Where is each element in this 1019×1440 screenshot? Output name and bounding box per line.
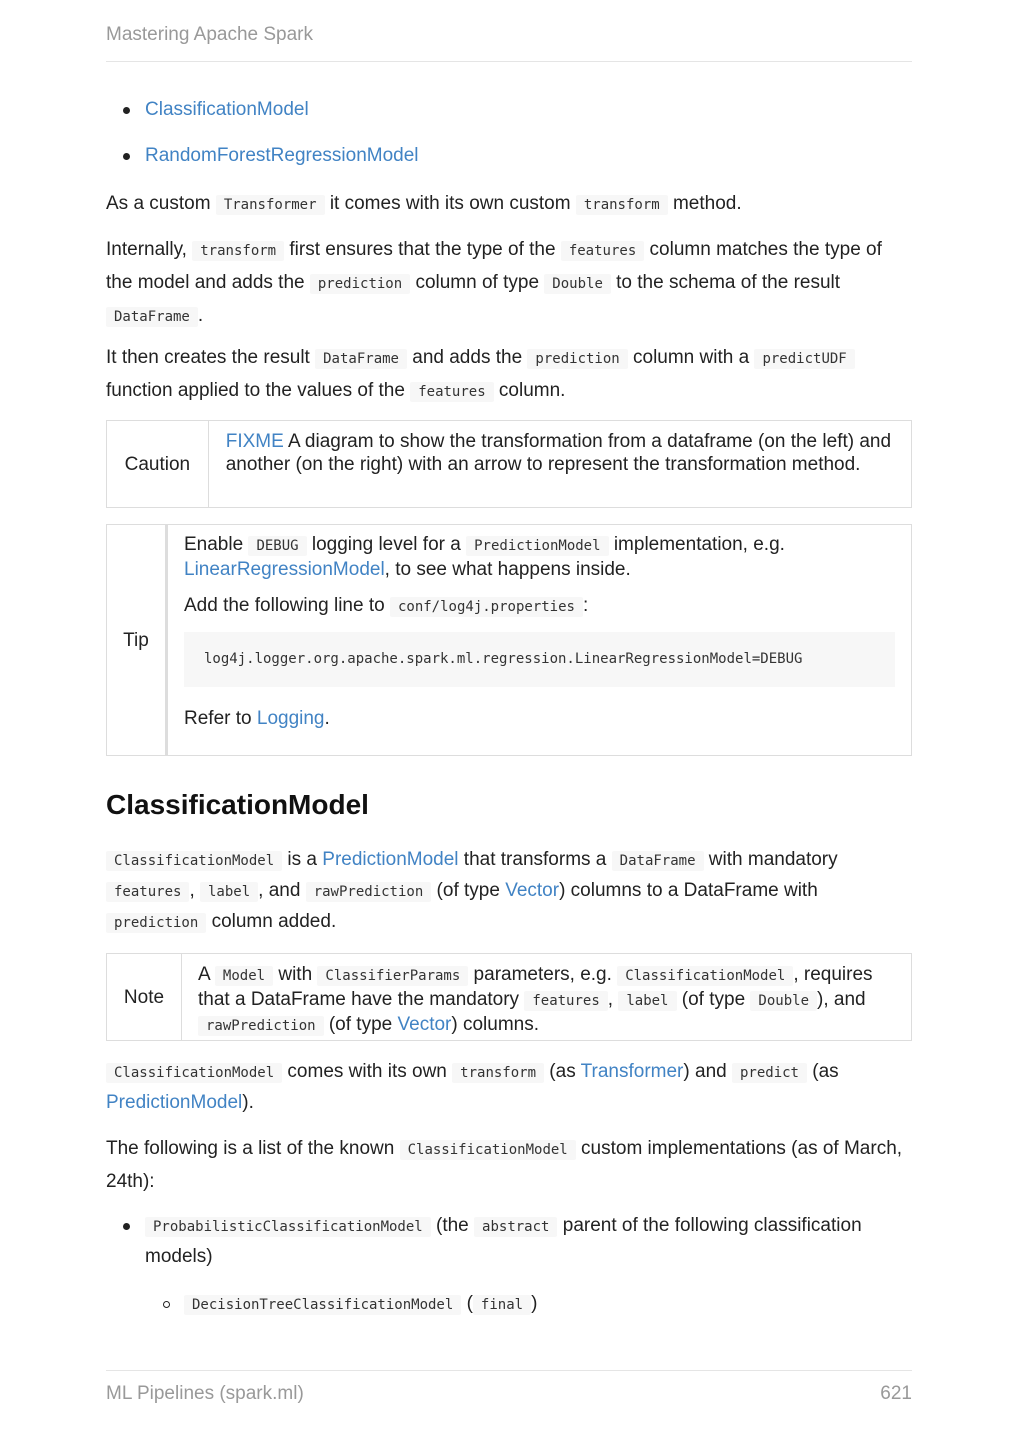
implementations-list [106, 1211, 912, 1272]
list-item [106, 95, 912, 125]
caution-body: FIXME A diagram to show the transformation from a dataframe (on the left) and another (on the right) with an arrow to represent the transformation method. [225, 431, 892, 475]
paragraph-internally: Internally, transform first ensures that the type of the features column matches the type of the model and adds the prediction column of type Double to the schema of the result DataFrame . [106, 239, 882, 326]
book-title: Mastering Apache Spark [106, 24, 314, 45]
tip-line-refer: Refer to Logging. [184, 708, 330, 729]
random-forest-regression-model-link[interactable]: RandomForestRegressionModel [145, 145, 419, 166]
vector-link[interactable]: Vector [505, 880, 560, 901]
note-label: Note [107, 954, 182, 1040]
sub-implementations-list [106, 1289, 912, 1320]
list-item [106, 141, 912, 171]
linear-regression-model-link[interactable]: LinearRegressionModel [184, 559, 385, 580]
caution-box [106, 420, 912, 508]
list-item: ProbabilisticClassificationModel (the abstract parent of the following classification models) [106, 1211, 912, 1272]
paragraph-custom-transformer: As a custom Transformer it comes with its own custom transform method. [106, 193, 742, 214]
tip-line-debug: Enable DEBUG logging level for a PredictionModel implementation, e.g. LinearRegressionModel, to see what happens inside. [184, 534, 785, 580]
paragraph-classification-model: ClassificationModel is a PredictionModel that transforms a DataFrame with mandatory features , label , and rawPrediction (of type Vector) columns to a DataFrame with prediction column added. [106, 845, 912, 938]
list-item: DecisionTreeClassificationModel ( final ) [106, 1289, 912, 1320]
model-list [106, 95, 912, 171]
page-footer [106, 1370, 912, 1405]
paragraph-known-implementations: The following is a list of the known ClassificationModel custom implementations (as of March, 24th): [106, 1138, 903, 1192]
logging-link[interactable]: Logging [256, 708, 325, 729]
page-header [106, 24, 912, 62]
paragraph-result-dataframe: It then creates the result DataFrame and adds the prediction column with a predictUDF function applied to the values of the features column. [106, 342, 912, 408]
log4j-code-block: log4j.logger.org.apache.spark.ml.regression.LinearRegressionModel=DEBUG [184, 632, 895, 687]
prediction-model-link[interactable]: PredictionModel [322, 849, 459, 870]
tip-label: Tip [107, 525, 168, 755]
transformer-link[interactable]: Transformer [580, 1061, 684, 1082]
page-number: 621 [880, 1383, 912, 1404]
note-box [106, 953, 912, 1041]
paragraph-transform-predict: ClassificationModel comes with its own transform (as Transformer) and predict (as PredictionModel). [106, 1061, 839, 1113]
note-vector-link[interactable]: Vector [397, 1014, 452, 1035]
tip-line-add: Add the following line to conf/log4j.properties : [184, 595, 589, 616]
classification-model-link[interactable]: ClassificationModel [145, 99, 309, 120]
tip-body [168, 525, 911, 755]
note-body: A Model with ClassifierParams parameters, e.g. ClassificationModel , requires that a DataFrame have the mandatory features , label (of type Double ), and rawPrediction (of type Vector) columns. [198, 964, 873, 1035]
section-heading: ClassificationModel [106, 789, 369, 820]
caution-label: Caution [107, 421, 209, 507]
fixme-link[interactable]: FIXME [225, 431, 284, 452]
prediction-model-link-2[interactable]: PredictionModel [106, 1092, 243, 1113]
tip-box [106, 524, 912, 756]
chapter-title: ML Pipelines (spark.ml) [106, 1383, 304, 1404]
